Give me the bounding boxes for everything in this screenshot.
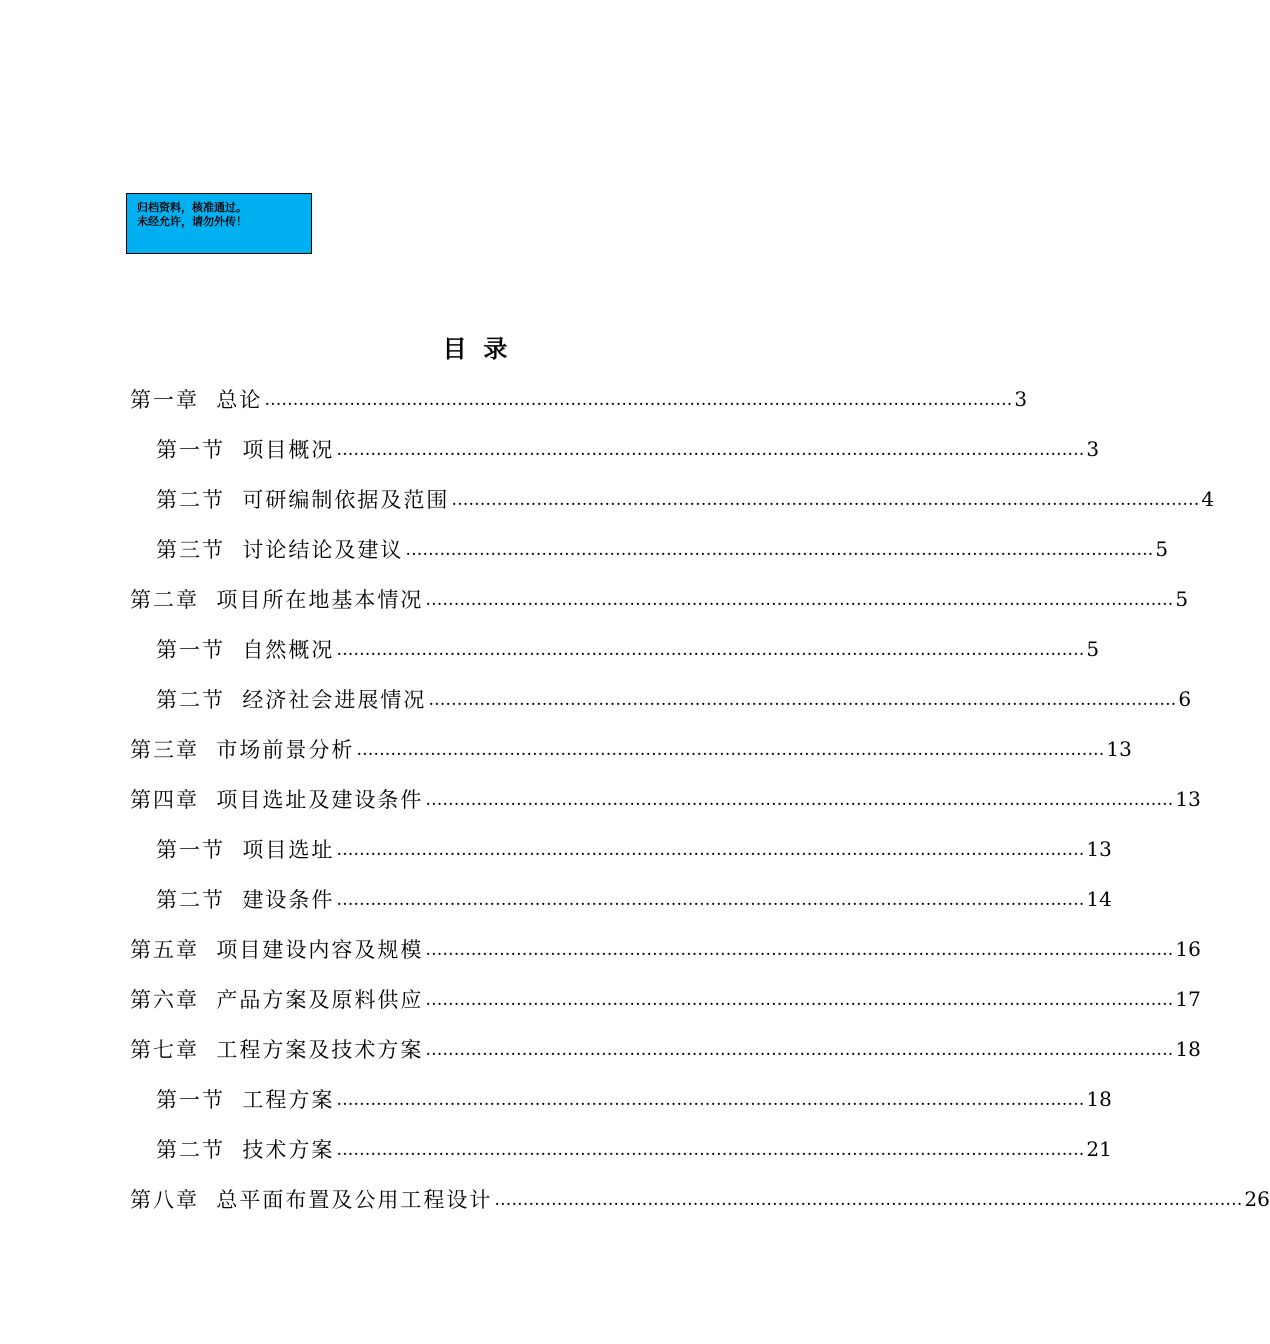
toc-entry-label: 第二章 项目所在地基本情况 <box>130 588 424 612</box>
toc-leader-dots: …………………………………………………………………………………………………………………… <box>336 440 1085 460</box>
toc-entry-label: 第八章 总平面布置及公用工程设计 <box>130 1188 493 1212</box>
toc-entry[interactable] <box>130 924 1201 974</box>
toc-entry-label: 第六章 产品方案及原料供应 <box>130 988 424 1012</box>
archive-stamp <box>126 193 312 254</box>
toc-entry[interactable] <box>130 974 1201 1024</box>
toc-entry-label: 第五章 项目建设内容及规模 <box>130 938 424 962</box>
toc-entry-label: 第一节 项目选址 <box>156 838 335 862</box>
toc-leader-dots: …………………………………………………………………………………………………………………… <box>264 390 1013 410</box>
toc-entry[interactable] <box>156 1074 1112 1124</box>
toc-entry-page: 6 <box>1178 687 1192 711</box>
toc-entry-label: 第四章 项目选址及建设条件 <box>130 788 424 812</box>
toc-leader-dots: …………………………………………………………………………………………………………………… <box>425 990 1174 1010</box>
toc-entry-page: 17 <box>1175 987 1201 1011</box>
toc-entry[interactable] <box>130 724 1132 774</box>
toc-entry[interactable] <box>156 474 1215 524</box>
toc-leader-dots: …………………………………………………………………………………………………………………… <box>356 740 1105 760</box>
toc-entry-label: 第二节 建设条件 <box>156 888 335 912</box>
toc-entry[interactable] <box>156 1124 1112 1174</box>
stamp-line-2: 未经允许，请勿外传！ <box>137 215 247 228</box>
toc-entry-label: 第七章 工程方案及技术方案 <box>130 1038 424 1062</box>
toc-leader-dots: …………………………………………………………………………………………………………………… <box>336 640 1085 660</box>
toc-entry-page: 3 <box>1086 437 1100 461</box>
toc-leader-dots: …………………………………………………………………………………………………………………… <box>425 590 1174 610</box>
toc-entry-label: 第一节 项目概况 <box>156 438 335 462</box>
stamp-line-1: 归档资料，核准通过。 <box>137 201 247 214</box>
toc-entry-page: 18 <box>1175 1037 1201 1061</box>
toc-entry-page: 4 <box>1201 487 1215 511</box>
toc-entry[interactable] <box>130 1024 1201 1074</box>
toc-leader-dots: …………………………………………………………………………………………………………………… <box>425 790 1174 810</box>
toc-entry-page: 5 <box>1086 637 1100 661</box>
toc-entry[interactable] <box>156 524 1169 574</box>
toc-entry[interactable] <box>156 624 1100 674</box>
toc-title: 目 录 <box>442 334 508 363</box>
toc-entry-page: 18 <box>1086 1087 1112 1111</box>
toc-entry[interactable] <box>130 574 1189 624</box>
toc-leader-dots: …………………………………………………………………………………………………………………… <box>336 1090 1085 1110</box>
toc-entry-page: 13 <box>1086 837 1112 861</box>
toc-leader-dots: …………………………………………………………………………………………………………………… <box>405 540 1154 560</box>
toc-leader-dots: …………………………………………………………………………………………………………………… <box>428 690 1177 710</box>
toc-entry-label: 第一节 工程方案 <box>156 1088 335 1112</box>
toc-leader-dots: …………………………………………………………………………………………………………………… <box>494 1190 1243 1210</box>
toc-leader-dots: …………………………………………………………………………………………………………………… <box>451 490 1200 510</box>
toc-entry[interactable] <box>156 674 1192 724</box>
toc-leader-dots: …………………………………………………………………………………………………………………… <box>336 890 1085 910</box>
toc-leader-dots: …………………………………………………………………………………………………………………… <box>336 1140 1085 1160</box>
toc-leader-dots: …………………………………………………………………………………………………………………… <box>425 940 1174 960</box>
toc-entry-label: 第三章 市场前景分析 <box>130 738 355 762</box>
toc-entry[interactable] <box>156 824 1112 874</box>
toc-entry-page: 13 <box>1106 737 1132 761</box>
toc-entry-page: 26 <box>1244 1187 1270 1211</box>
toc-entry-label: 第三节 讨论结论及建议 <box>156 538 404 562</box>
toc-entry-label: 第一章 总论 <box>130 388 263 412</box>
toc-entry-page: 14 <box>1086 887 1112 911</box>
toc-leader-dots: …………………………………………………………………………………………………………………… <box>336 840 1085 860</box>
toc-entry[interactable] <box>156 874 1112 924</box>
toc-entry-page: 13 <box>1175 787 1201 811</box>
toc-entry[interactable] <box>130 374 1028 424</box>
toc-entry-page: 5 <box>1175 587 1189 611</box>
toc-entry-page: 3 <box>1014 387 1028 411</box>
toc-entry-label: 第一节 自然概况 <box>156 638 335 662</box>
toc-entry[interactable] <box>130 774 1201 824</box>
toc-entry-label: 第二节 可研编制依据及范围 <box>156 488 450 512</box>
toc-entry-label: 第二节 经济社会进展情况 <box>156 688 427 712</box>
toc-leader-dots: …………………………………………………………………………………………………………………… <box>425 1040 1174 1060</box>
toc-entry-label: 第二节 技术方案 <box>156 1138 335 1162</box>
toc-entry[interactable] <box>156 424 1100 474</box>
toc-entry[interactable] <box>130 1174 1270 1224</box>
toc-entry-page: 21 <box>1086 1137 1112 1161</box>
toc-entry-page: 5 <box>1155 537 1169 561</box>
toc-entry-page: 16 <box>1175 937 1201 961</box>
